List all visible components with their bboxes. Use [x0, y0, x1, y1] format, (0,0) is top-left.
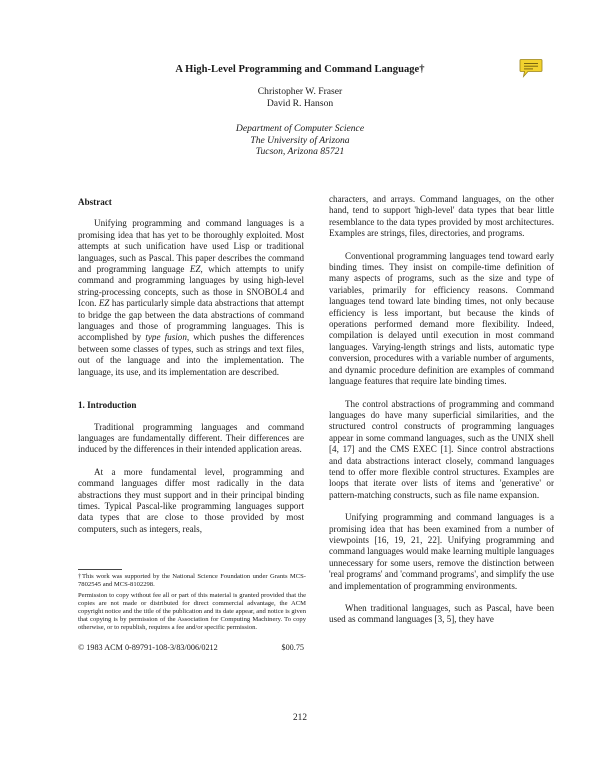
paper-title: A High-Level Programming and Command Language†: [175, 64, 425, 75]
footnote-rule: [78, 569, 122, 570]
funding-note: †This work was supported by the National Science Foundation under Grants MCS-7802545 and MCS-8102298.: [78, 573, 306, 588]
author-name: David R. Hanson: [266, 97, 334, 109]
introduction-section: [78, 400, 304, 535]
copyright-notice: © 1983 ACM 0-89791-108-3/83/006/0212: [78, 643, 218, 652]
copyright-line: [78, 643, 304, 652]
author-name: Christopher W. Fraser: [257, 86, 343, 97]
affiliation-line: The University of Arizona: [250, 134, 350, 146]
sticky-note-icon[interactable]: [519, 58, 543, 78]
body-paragraph: Unifying programming and command languages is a promising idea that has been examined from a number of viewpoints [16, 19, 21, 22]. Unifying programming and command languages would make learning multiple languages unnecessary for some users, remove the distinction between 'real programs' and 'command programs', and simplify the use and implementation of programming environments.: [329, 512, 554, 591]
page-number: 212: [293, 713, 307, 723]
body-paragraph: characters, and arrays. Command languages, on the other hand, tend to support 'high-level' data types that bear little resemblance to the data types provided by most architectures. Examples are strings, files, directories, and programs.: [329, 194, 554, 239]
section-heading: 1. Introduction: [78, 400, 137, 411]
abstract-heading: Abstract: [78, 197, 112, 207]
body-paragraph: When traditional languages, such as Pascal, have been used as command languages [3, 5], they have: [329, 603, 554, 625]
footnote: [78, 573, 306, 635]
body-paragraph: The control abstractions of programming and command languages do have many superficial similarities, and the structured control constructs of programming languages appear in some command languages, such as the UNIX shell [4, 17] and the CMS EXEC [1]. Since control abstractions and data abstractions interact closely, command languages tend to offer more flexible control structures. Examples are loops that iterate over lists of items and 'generative' or pattern-matching constructs, such as file name expansion.: [329, 398, 554, 500]
copyright-price: $00.75: [281, 643, 304, 652]
right-column: [329, 194, 554, 637]
affiliation-line: Tucson, Arizona 85721: [255, 146, 345, 157]
permission-note: Permission to copy without fee all or part of this material is granted provided that the copies are not made or distributed for direct commercial advantage, the ACM copyright notice and the title of the publication and its date appear, and notice is given that copying is by permission of the Association for Computing Machinery. To copy otherwise, or to republish, requires a fee and/or specific permission.: [78, 592, 306, 631]
affiliation: [0, 123, 600, 158]
author-list: [0, 86, 600, 109]
body-paragraph: Conventional programming languages tend toward early binding times. They insist on compile-time definition of many aspects of programs, such as the size and type of variables, primarily for efficiency reasons. Command languages tend toward late binding times, not only because efficiency is less important, but because the kinds of operations performed demand more flexibility. Indeed, compilation is delayed until execution in most command languages. Varying-length strings and lists, automatic type conversion, procedures with a variable number of arguments, and dynamic procedure definition are examples of command language features that require late binding times.: [329, 250, 554, 387]
body-paragraph: Traditional programming languages and command languages are fundamentally different. Their differences are induced by the differences in their intended application areas.: [78, 421, 304, 455]
left-column: [78, 197, 304, 546]
abstract-section: [78, 197, 304, 378]
abstract-paragraph: Unifying programming and command languages is a promising idea that has yet to be thoroughly exploited. Most attempts at such unification have used Lisp or traditional languages, such as Pascal. This paper describes the command and programming language EZ, which attempts to unify command and programming languages by using high-level string-processing concepts, such as those in SNOBOL4 and Icon. EZ has particularly simple data abstractions that attempt to bridge the gap between the data abstractions of command languages and those of programming languages. This is accomplished by type fusion, which pushes the differences between some classes of types, such as strings and text files, out of the language and into the implementation. The language, its use, and its implementation are described.: [78, 218, 304, 377]
affiliation-line: Department of Computer Science: [235, 123, 365, 134]
body-paragraph: At a more fundamental level, programming and command languages differ most radically in the data abstractions they must support and in their principal binding times. Typical Pascal-like programming languages support data types that are close to those provided by most computers, such as integers, reals,: [78, 466, 304, 534]
